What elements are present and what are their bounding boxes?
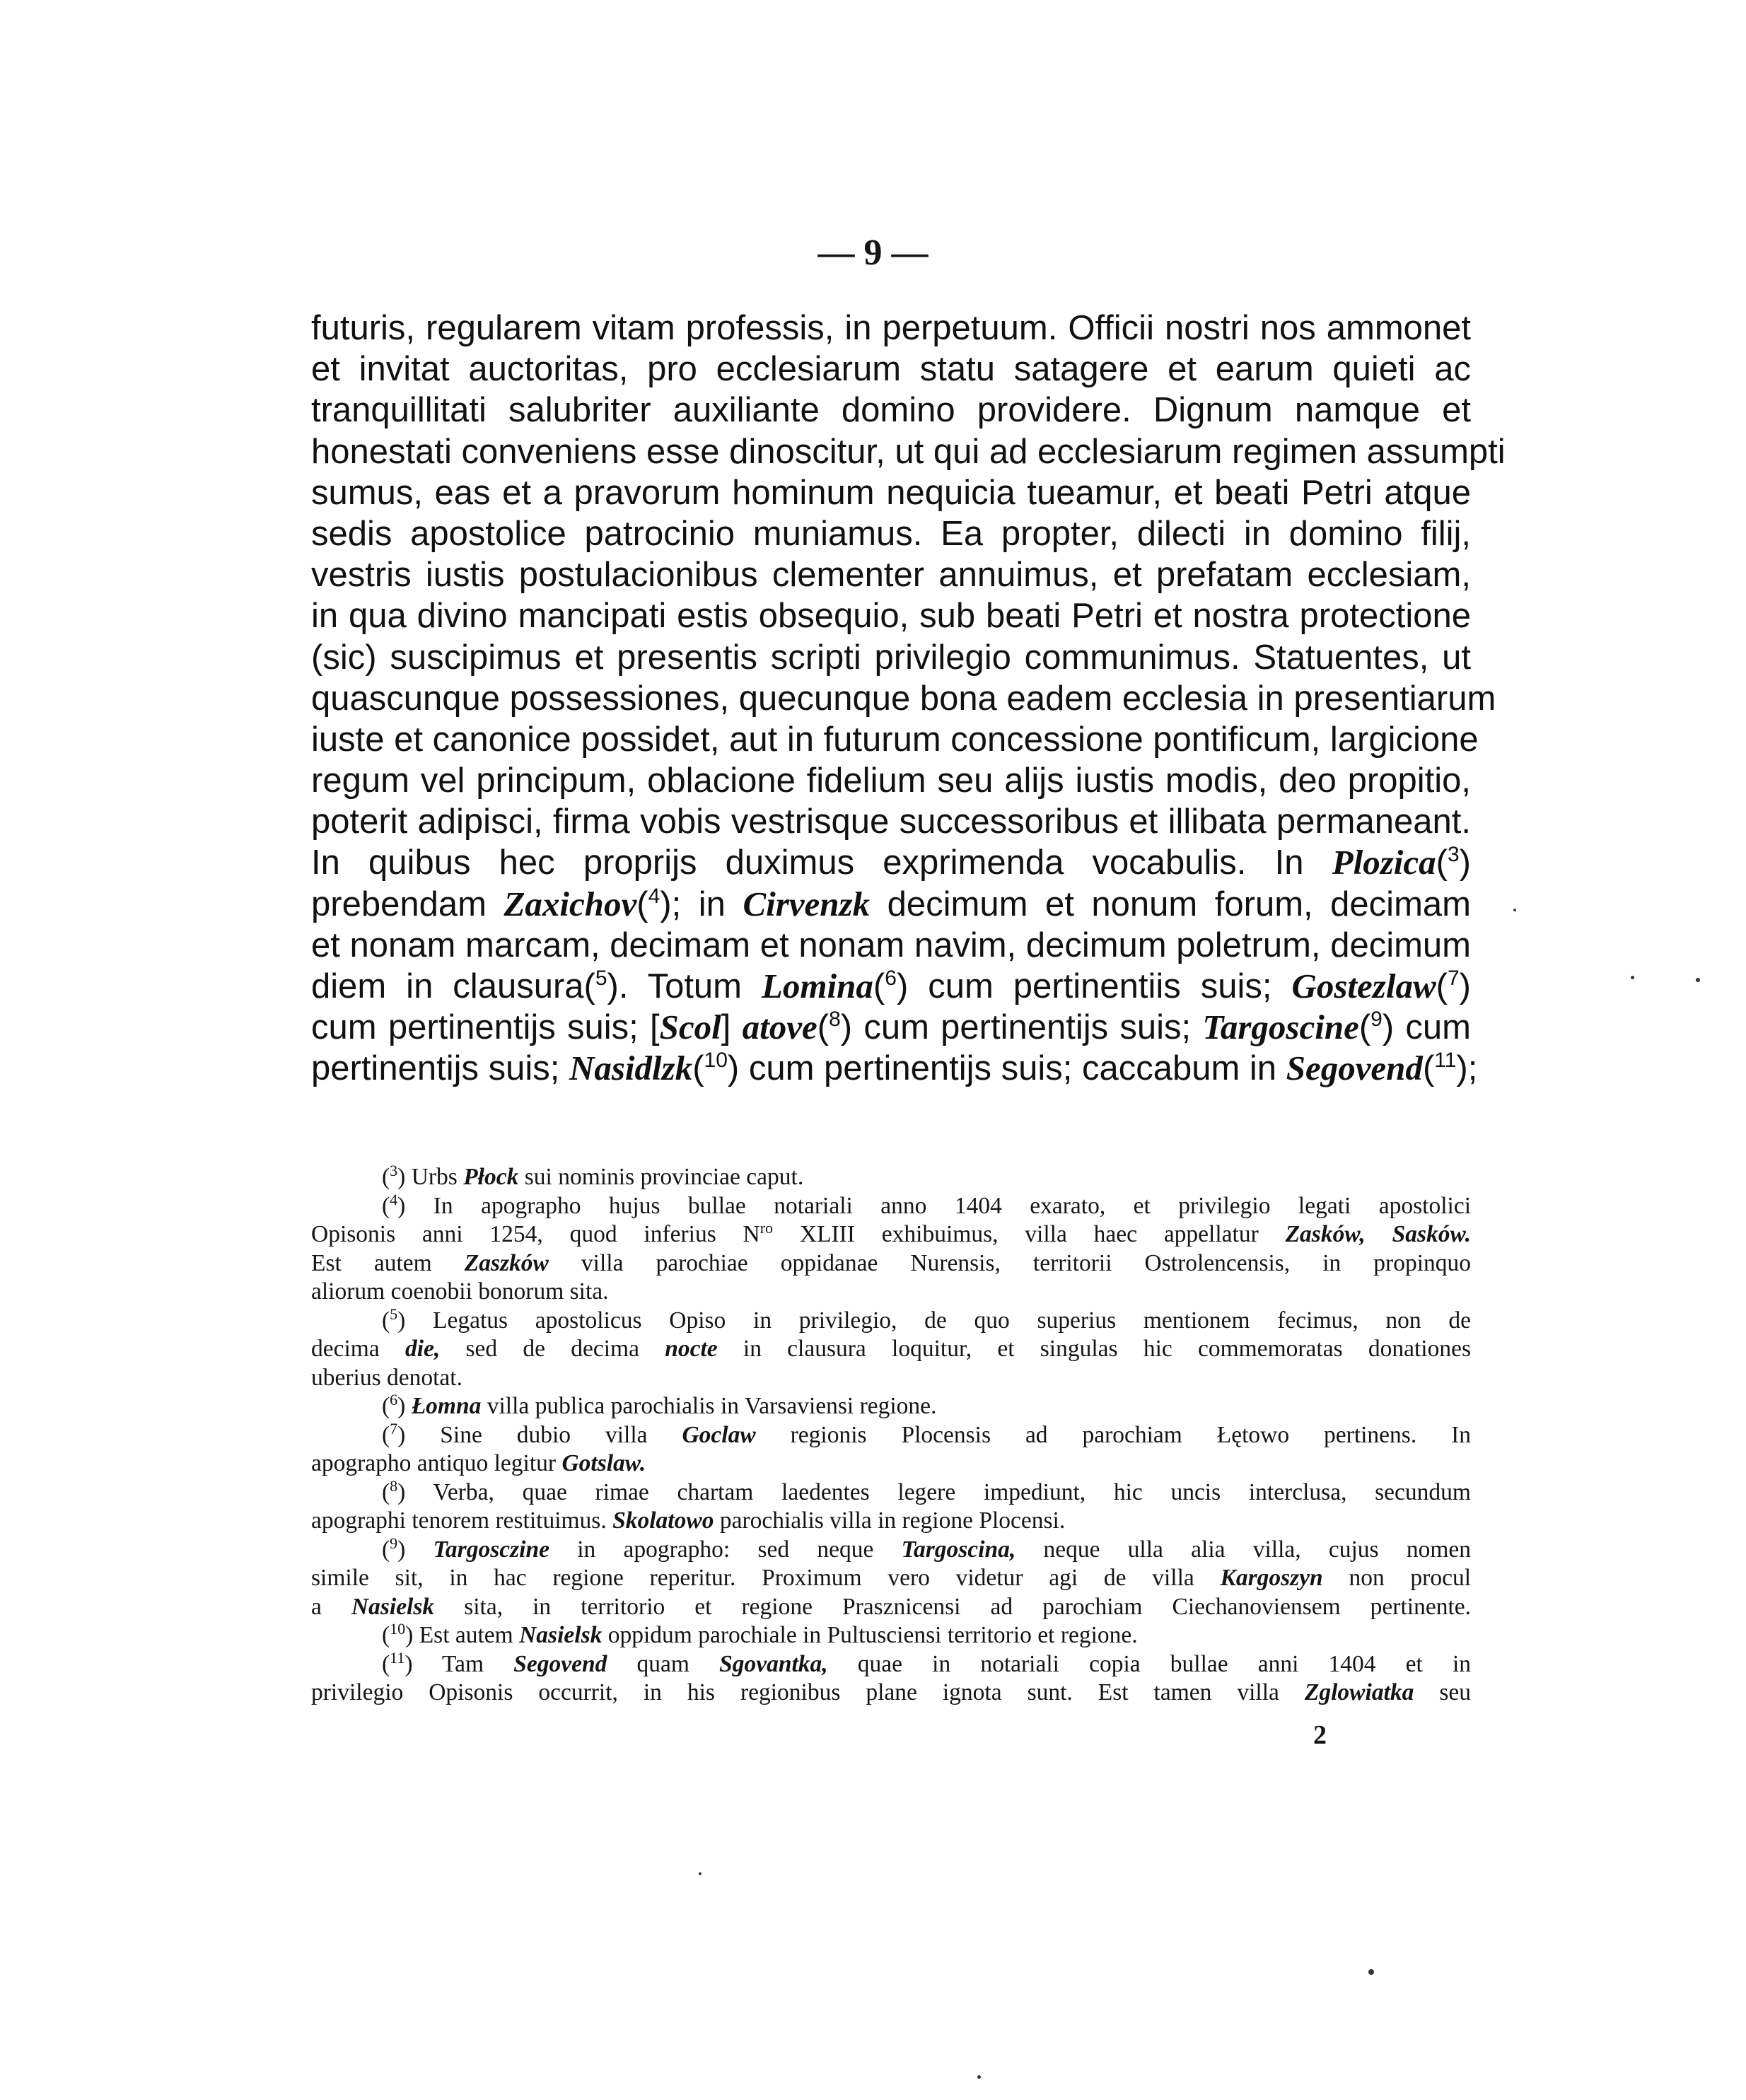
footnote-ref: 4	[648, 884, 660, 908]
place-name: Zaxichov	[504, 884, 637, 923]
signature-mark: 2	[1313, 1720, 1327, 1750]
scan-speck	[1513, 909, 1516, 911]
text-line: In quibus hec proprijs duximus exprimenda vocabulis. In Plozica($^3$)	[311, 843, 1471, 882]
footnote-5-line: decima die, sed de decima nocte in clausura loquitur, et singulas hic commemoratas donationes	[311, 1336, 1471, 1362]
footnote-4: ($^4$) In apographo hujus bullae notariali anno 1404 exarato, et privilegio legati apostolici	[382, 1190, 1472, 1219]
footnote-ref: 8	[829, 1008, 841, 1032]
footnote-ref: 3	[1447, 843, 1460, 867]
text-line: diem in clausura($^5$). Totum Lomina($^6$) cum pertinentiis suis; Gostezlaw($^7$)	[311, 967, 1471, 1005]
footnote-ref: 5	[595, 967, 607, 990]
footnote-ref: 10	[704, 1049, 728, 1073]
text-line: quascunque possessiones, quecunque bona eadem ecclesia in presentiarum	[311, 679, 1496, 718]
text-line: regum vel principum, oblacione fidelium seu alijs iustis modis, deo propitio,	[311, 762, 1471, 800]
scan-speck	[699, 1872, 702, 1875]
footnote-7-line: apographo antiquo legitur Gotslaw.	[311, 1450, 646, 1476]
place-name: Targoscine	[1202, 1008, 1359, 1047]
text-line: (sic) suscipimus et presentis scripti privilegio communimus. Statuentes, ut	[311, 638, 1471, 677]
footnote-5: ($^5$) Legatus apostolicus Opiso in privilegio, de quo superius mentionem fecimus, non de	[382, 1305, 1472, 1334]
footnote-5-line: uberius denotat.	[311, 1364, 462, 1391]
text-line: tranquillitati salubriter auxiliante domino providere. Dignum namque et	[311, 391, 1471, 430]
footnote-11: ($^{11}$) Tam Segovend quam Sgovantka, quae in notariali copia bullae anni 1404 et in	[382, 1648, 1472, 1677]
place-name: Plozica	[1332, 843, 1436, 882]
text-line: futuris, regularem vitam professis, in perpetuum. Officii nostri nos ammonet	[311, 309, 1471, 347]
footnote-ref: 9	[1370, 1008, 1383, 1032]
place-name: Segovend	[1286, 1049, 1423, 1088]
place-name: atove	[742, 1008, 817, 1047]
main-text	[311, 308, 1506, 1090]
text-line: vestris iustis postulacionibus clementer annuimus, et prefatam ecclesiam,	[311, 556, 1471, 595]
text-line: iuste et canonice possidet, aut in futurum concessione pontificum, largicione	[311, 720, 1479, 759]
place-name: Cirvenzk	[743, 884, 871, 923]
footnote-ref: 6	[885, 967, 897, 990]
footnote-9: ($^9$) Targosczine in apographo: sed neque Targoscina, neque ulla alia villa, cujus nomen	[382, 1534, 1471, 1563]
footnote-7: ($^7$) Sine dubio villa Goclaw regionis Plocensis ad parochiam Łętowo pertinens. In	[382, 1419, 1472, 1448]
text-line: in qua divino mancipati estis obsequio, sub beati Petri et nostra protectione	[311, 597, 1471, 636]
page-number: — 9 —	[817, 233, 929, 273]
scan-speck	[1631, 976, 1634, 979]
text-line: poterit adipisci, firma vobis vestrisque successoribus et illibata permaneant.	[311, 803, 1471, 841]
text-line: pertinentijs suis; Nasidlzk($^{10}$) cum pertinentijs suis; caccabum in Segovend($^{11}$);	[311, 1049, 1478, 1088]
text-line: honestati conveniens esse dinoscitur, ut qui ad ecclesiarum regimen assumpti	[311, 432, 1506, 471]
place-name: Scol	[659, 1008, 721, 1047]
footnote-ref: 7	[1447, 967, 1460, 990]
scan-speck	[1696, 978, 1700, 982]
footnote-4-line: aliorum coenobii bonorum sita.	[311, 1278, 609, 1305]
footnote-4-line: Est autem Zaszków villa parochiae oppidanae Nurensis, territorii Ostrolencensis, in propinquo	[311, 1249, 1471, 1276]
footnote-8: ($^8$) Verba, quae rimae chartam laedentes legere impediunt, hic uncis interclusa, secundum	[382, 1476, 1471, 1505]
footnote-3: ($^3$) Urbs Płock sui nominis provinciae caput.	[382, 1162, 804, 1190]
footnote-ref: 11	[1434, 1049, 1457, 1073]
scan-speck	[1368, 1969, 1374, 1975]
footnote-11-line: privilegio Opisonis occurrit, in his regionibus plane ignota sunt. Est tamen villa Zglowiatka seu	[311, 1679, 1472, 1705]
text-line: sedis apostolice patrocinio muniamus. Ea propter, dilecti in domino filij,	[311, 514, 1471, 553]
place-name: Gostezlaw	[1291, 967, 1436, 1005]
footnote-4-line: Opisonis anni 1254, quod inferius $N^{ro}$ XLIII exhibuimus, villa haec appellatur Zasków, Sasków.	[311, 1219, 1472, 1247]
footnote-9-line: a Nasielsk sita, in territorio et regione Prasznicensi ad parochiam Ciechanoviensem pertinente.	[311, 1593, 1471, 1620]
text-line: sumus, eas et a pravorum hominum nequicia tueamur, et beati Petri atque	[311, 473, 1471, 512]
place-name: Lomina	[762, 967, 873, 1005]
text-line: cum pertinentijs suis; [Scol] atove($^8$) cum pertinentijs suis; Targoscine($^9$) cum	[311, 1008, 1471, 1047]
text-line: prebendam Zaxichov($^4$); in Cirvenzk decimum et nonum forum, decimam	[311, 884, 1471, 923]
text-line: et nonam marcam, decimam et nonam navim, decimum poletrum, decimum	[311, 926, 1471, 964]
scan-speck	[977, 2075, 981, 2079]
text-line: et invitat auctoritas, pro ecclesiarum statu satagere et earum quieti ac	[311, 350, 1471, 389]
footnote-6: ($^6$) Łomna villa publica parochialis in Varsaviensi regione.	[382, 1391, 937, 1419]
footnote-9-line: simile sit, in hac regione reperitur. Proximum vero videtur agi de villa Kargoszyn non procul	[311, 1565, 1471, 1591]
footnotes	[311, 1163, 1471, 1708]
footnote-10: ($^{10}$) Est autem Nasielsk oppidum parochiale in Pultusciensi territorio et regione.	[382, 1620, 1138, 1648]
place-name: Nasidlzk	[569, 1049, 693, 1088]
footnote-8-line: apographi tenorem restituimus. Skolatowo parochialis villa in regione Plocensi.	[311, 1507, 1066, 1534]
